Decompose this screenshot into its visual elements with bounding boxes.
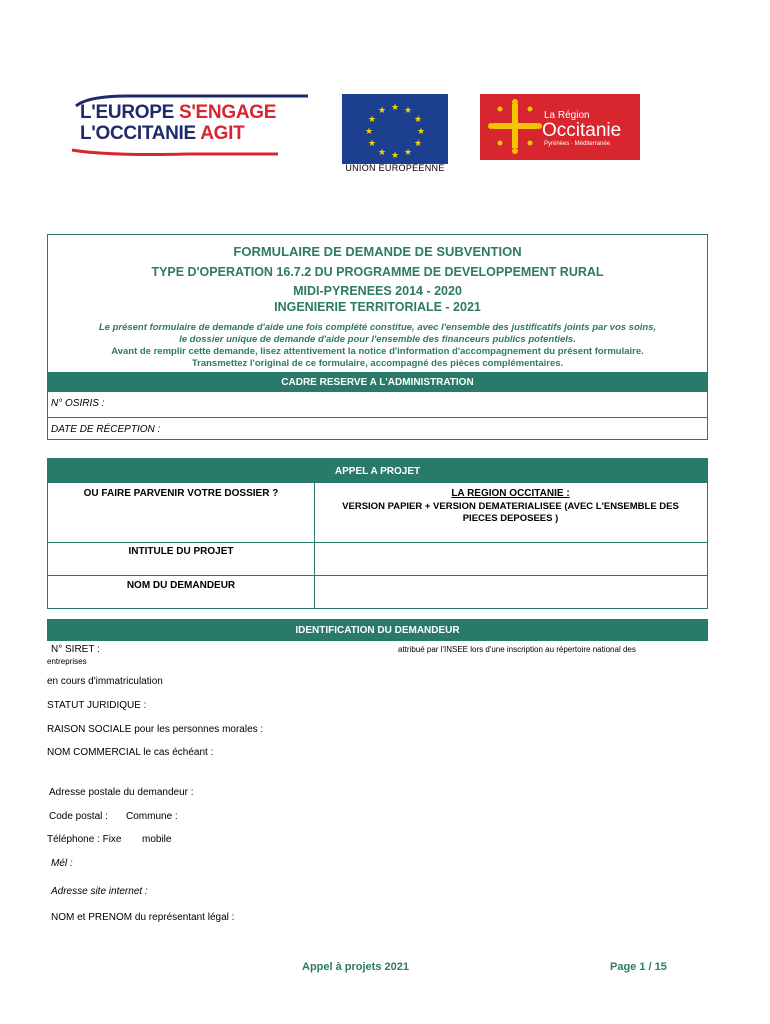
region-subtitle: Pyrénées · Méditerranée [544,141,611,147]
reception-date-label: DATE DE RÉCEPTION : [51,424,161,435]
eu-caption: UNION EUROPÉENNE [345,163,445,173]
page-number: Page 1 / 15 [610,961,667,973]
where-value-version: VERSION PAPIER + VERSION DEMATERIALISEE (AVEC L'ENSEMBLE DES [342,501,679,512]
osiris-label: N° OSIRIS : [51,398,105,409]
region-name: Occitanie [542,120,622,141]
svg-text:★: ★ [367,115,377,125]
svg-text:★: ★ [377,106,387,116]
statut-juridique-label: STATUT JURIDIQUE : [47,700,147,711]
intitule-label: INTITULE DU PROJET [128,546,234,557]
form-subtitle-operation: TYPE D'OPERATION 16.7.2 DU PROGRAMME DE DEVELOPPEMENT RURAL [151,265,604,279]
mel-label: Mél : [51,858,73,869]
admin-band: CADRE RESERVE A L'ADMINISTRATION [48,372,707,392]
logo-text-europe: L'EUROPE [80,102,174,123]
siret-note: attribué par l'INSEE lors d'une inscription au répertoire national des [398,645,636,654]
occitan-cross-icon [486,94,546,160]
logo-text-engage: S'ENGAGE [178,102,277,123]
footer-title: Appel à projets 2021 [302,961,409,973]
where-label: OU FAIRE PARVENIR VOTRE DOSSIER ? [83,488,279,499]
intitule-field[interactable] [315,543,707,575]
svg-text:★: ★ [403,106,413,116]
adresse-label: Adresse postale du demandeur : [49,787,194,798]
form-subtitle-ingenierie: INGENIERIE TERRITORIALE - 2021 [274,300,481,314]
eu-stars-icon [342,94,448,164]
intro-line-3: Avant de remplir cette demande, lisez attentivement la notice d'information d'accompagnement du présent formulaire. [111,346,644,357]
region-occitanie-logo [480,94,640,160]
form-title: FORMULAIRE DE DEMANDE DE SUBVENTION [233,244,522,259]
demandeur-field[interactable] [315,576,707,608]
telephone-fixe-label: Téléphone : Fixe [47,834,122,845]
svg-text:★: ★ [403,148,413,158]
siret-note-cont: entreprises [47,657,87,666]
logo-text-occitanie: L'OCCITANIE [80,123,196,144]
svg-text:★: ★ [416,127,426,137]
code-postal-label: Code postal : [49,811,108,822]
intro-line-1: Le présent formulaire de demande d'aide une fois complété constitue, avec l'ensemble des justificatifs joints par vos soins, [98,322,657,333]
appel-band: APPEL A PROJET [48,459,707,483]
appel-projet-table [47,458,708,609]
intro-line-2: le dossier unique de demande d'aide pour l'ensemble des financeurs publics potentiels. [179,334,576,345]
europe-occitanie-logo [68,92,318,162]
svg-text:★: ★ [390,103,400,113]
siret-label: N° SIRET : [51,644,100,655]
where-value-region: LA REGION OCCITANIE : [451,488,570,499]
logo-text-agit: AGIT [200,123,245,144]
form-subtitle-programme: MIDI-PYRENEES 2014 - 2020 [293,284,462,298]
nom-commercial-label: NOM COMMERCIAL le cas échéant : [47,747,214,758]
eu-flag-logo [342,94,448,164]
site-internet-label: Adresse site internet : [51,886,148,897]
identification-band: IDENTIFICATION DU DEMANDEUR [47,619,708,641]
svg-text:★: ★ [367,139,377,149]
svg-text:★: ★ [413,139,423,149]
immatriculation-label: en cours d'immatriculation [47,676,163,687]
svg-text:★: ★ [413,115,423,125]
intro-line-4: Transmettez l'original de ce formulaire, accompagné des pièces complémentaires. [191,358,564,369]
demandeur-label: NOM DU DEMANDEUR [126,580,236,591]
representant-label: NOM et PRENOM du représentant légal : [51,912,235,923]
raison-sociale-label: RAISON SOCIALE pour les personnes morales : [47,724,264,735]
svg-text:★: ★ [364,127,374,137]
where-value-pieces: PIECES DEPOSEES ) [462,513,559,524]
region-label: La Région [544,110,590,121]
svg-text:★: ★ [377,148,387,158]
divider [48,417,707,418]
form-header-box [47,234,708,440]
telephone-mobile-label: mobile [142,834,172,845]
commune-label: Commune : [126,811,178,822]
svg-text:★: ★ [390,151,400,161]
